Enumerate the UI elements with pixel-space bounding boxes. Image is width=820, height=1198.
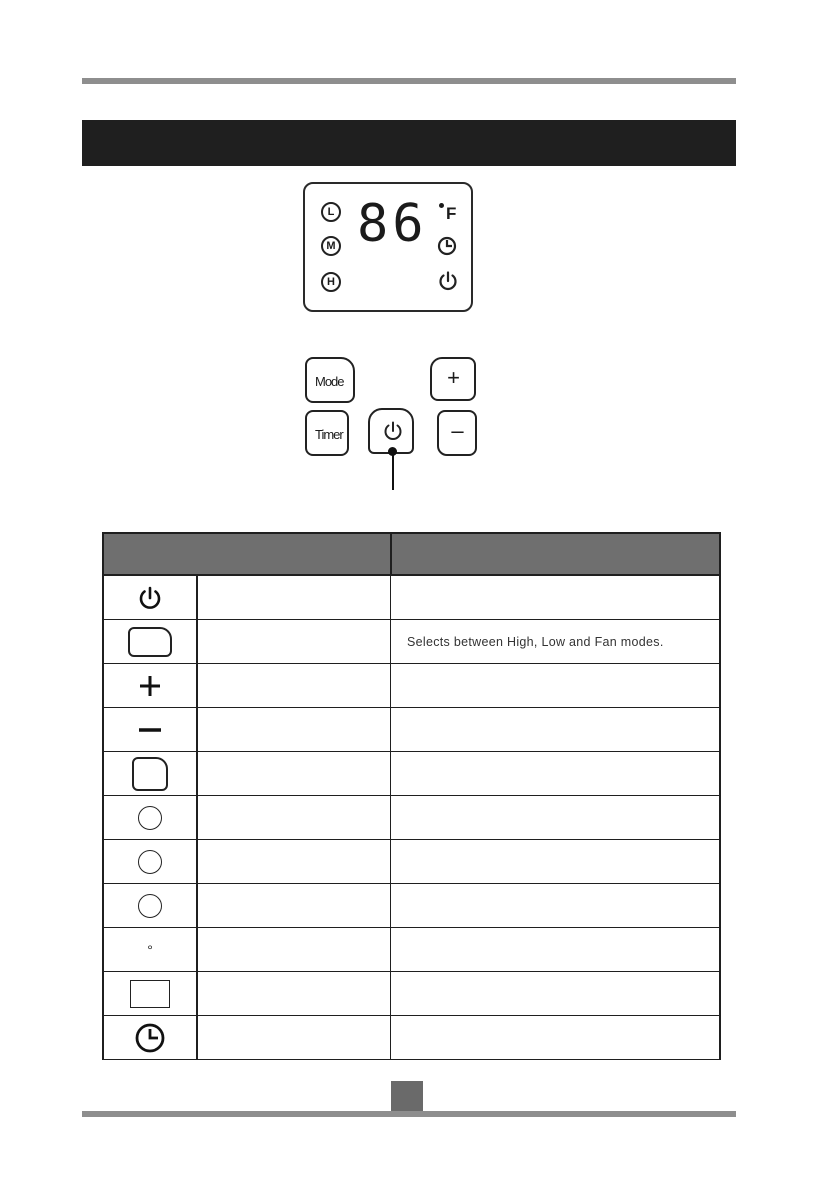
page-number-box	[391, 1081, 423, 1113]
table-icon-cell	[103, 928, 197, 972]
table-description-cell	[391, 708, 721, 752]
table-row	[103, 884, 720, 928]
minus-icon: –	[451, 418, 463, 443]
temperature-readout: 86	[357, 194, 428, 254]
table-description-cell	[391, 840, 721, 884]
button-outline-icon	[132, 757, 168, 791]
callout-line	[392, 454, 394, 490]
section-title-band	[82, 120, 736, 166]
circle-icon	[138, 894, 162, 918]
table-row	[103, 575, 720, 620]
table-row	[103, 620, 720, 664]
degree-icon	[439, 203, 444, 208]
table-name-cell	[197, 1016, 391, 1060]
table-icon-cell	[103, 664, 197, 708]
table-name-cell	[197, 664, 391, 708]
table-description-cell	[391, 575, 721, 620]
table-name-cell	[197, 620, 391, 664]
table-name-cell	[197, 752, 391, 796]
table-name-cell	[197, 884, 391, 928]
table-name-cell	[197, 840, 391, 884]
medium-speed-indicator: M	[321, 236, 341, 256]
table-name-cell	[197, 708, 391, 752]
minus-button[interactable]	[437, 410, 477, 456]
display-panel	[303, 182, 473, 312]
table-icon-cell	[103, 575, 197, 620]
low-speed-indicator: L	[321, 202, 341, 222]
table-name-cell	[197, 972, 391, 1016]
circle-icon	[138, 806, 162, 830]
table-row	[103, 1016, 720, 1060]
table-name-cell	[197, 928, 391, 972]
table-description-cell: Selects between High, Low and Fan modes.	[391, 620, 721, 664]
power-icon	[382, 420, 404, 442]
table-header-control	[103, 533, 391, 575]
circle-icon	[138, 850, 162, 874]
mode-button[interactable]	[305, 357, 355, 403]
power-icon	[137, 585, 163, 611]
table-icon-cell	[103, 620, 197, 664]
table-row	[103, 752, 720, 796]
table-icon-cell	[103, 972, 197, 1016]
table-row	[103, 664, 720, 708]
table-description-cell	[391, 972, 721, 1016]
bottom-rule	[82, 1111, 736, 1117]
clock-icon	[134, 1022, 166, 1054]
table-description-cell	[391, 1016, 721, 1060]
function-table	[102, 532, 721, 1060]
top-rule	[82, 78, 736, 84]
plus-icon: +	[447, 365, 459, 390]
table-description-cell	[391, 928, 721, 972]
table-description-cell	[391, 664, 721, 708]
table-icon-cell	[103, 840, 197, 884]
timer-button-label: Timer	[315, 427, 343, 442]
table-description-cell	[391, 796, 721, 840]
table-icon-cell	[103, 752, 197, 796]
mode-button-label: Mode	[315, 374, 344, 389]
plus-button[interactable]	[430, 357, 476, 401]
table-description-cell	[391, 752, 721, 796]
table-name-cell	[197, 796, 391, 840]
table-row	[103, 708, 720, 752]
minus-icon	[137, 717, 163, 743]
table-description-cell	[391, 884, 721, 928]
fahrenheit-indicator: F	[446, 204, 457, 223]
high-speed-indicator: H	[321, 272, 341, 292]
degree-icon: °	[147, 941, 153, 958]
table-icon-cell	[103, 1016, 197, 1060]
table-name-cell	[197, 575, 391, 620]
power-icon	[437, 270, 459, 292]
table-icon-cell	[103, 708, 197, 752]
table-icon-cell	[103, 884, 197, 928]
timer-button[interactable]	[305, 410, 349, 456]
table-icon-cell	[103, 796, 197, 840]
table-header-description	[391, 533, 721, 575]
table-row	[103, 840, 720, 884]
button-outline-icon	[128, 627, 172, 657]
square-icon	[130, 980, 170, 1008]
table-row	[103, 796, 720, 840]
table-row	[103, 928, 720, 972]
table-header-row	[103, 533, 720, 575]
table-row	[103, 972, 720, 1016]
clock-icon	[437, 236, 457, 256]
plus-icon	[137, 673, 163, 699]
